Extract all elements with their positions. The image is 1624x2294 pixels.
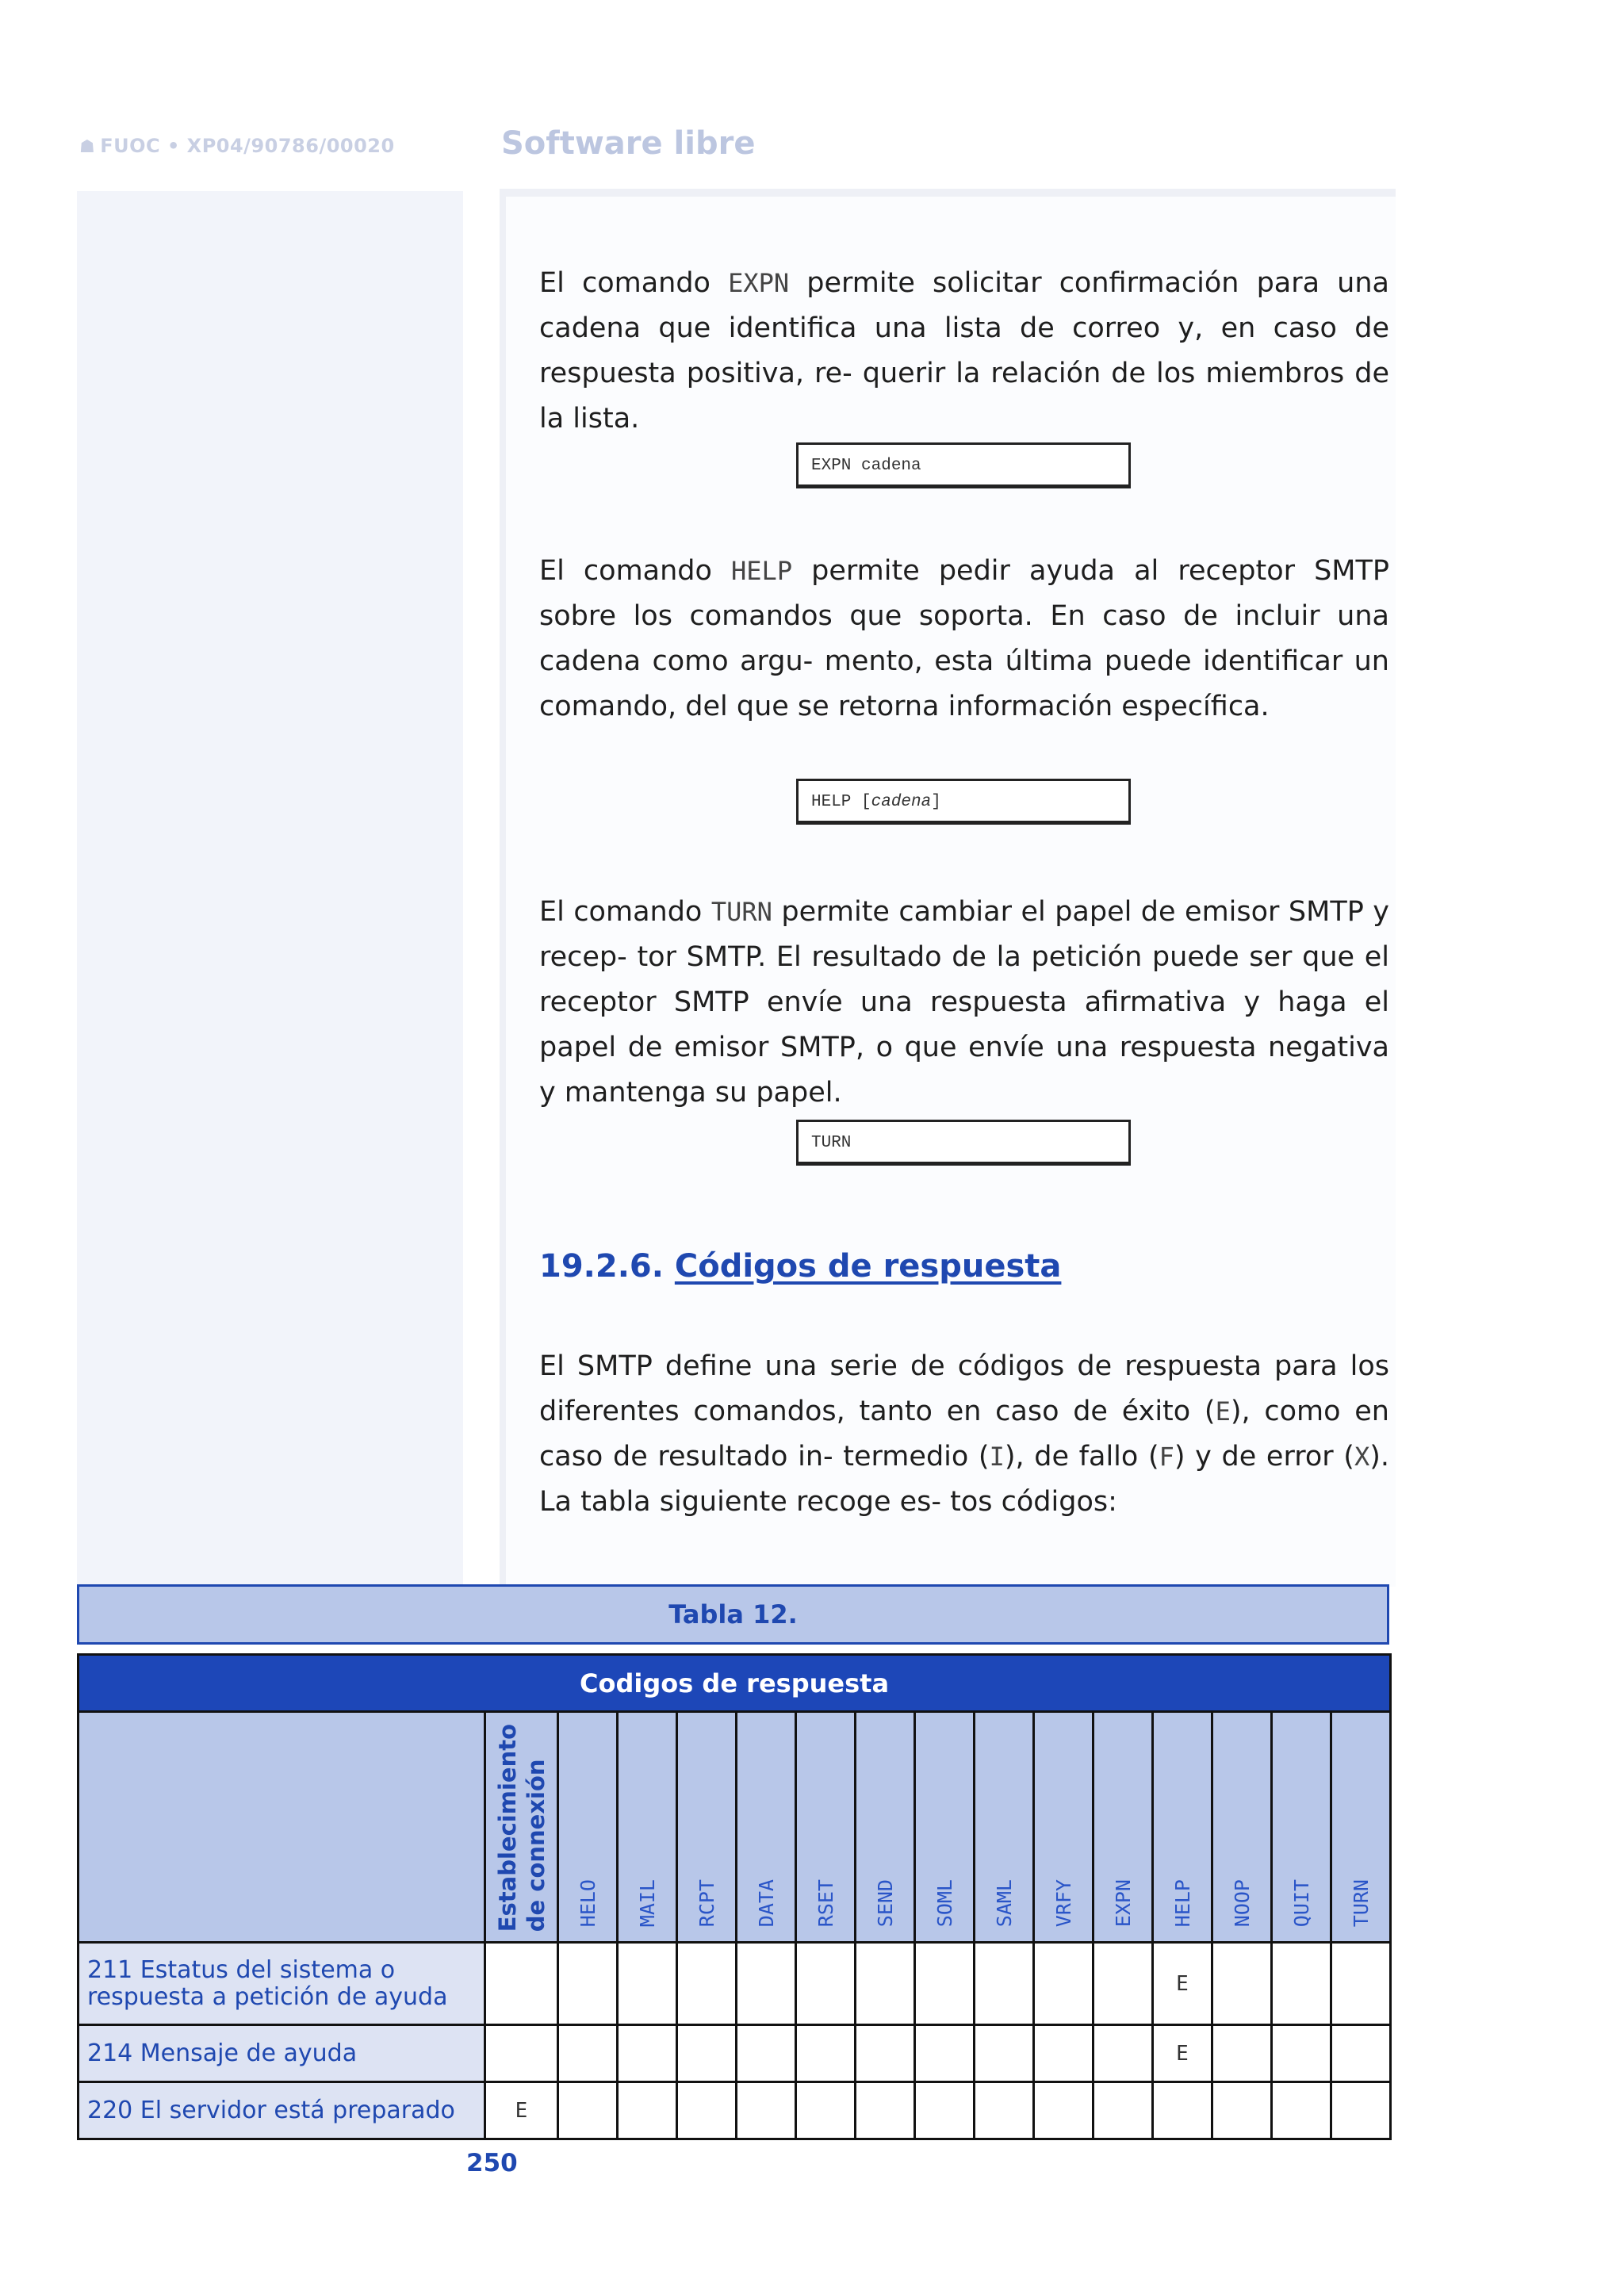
header-command-label: MAIL bbox=[635, 1879, 659, 1928]
inline-code: EXPN bbox=[728, 268, 790, 298]
table-cell bbox=[796, 2025, 856, 2082]
table-cell bbox=[558, 2082, 618, 2139]
header-establecimiento-text bbox=[493, 1713, 550, 1938]
table-title: Codigos de respuesta bbox=[79, 1655, 1391, 1712]
text: permite pedir ayuda al receptor SMTP sobre los comandos que soporta. En caso de incluir una cadena como argu- mento, esta última puede identificar un comando, del que se retorna información específica. bbox=[539, 555, 1389, 722]
table-caption: Tabla 12. bbox=[77, 1584, 1389, 1645]
inline-code: E bbox=[1215, 1396, 1231, 1427]
text: El comando bbox=[539, 896, 711, 928]
paragraph-turn bbox=[539, 890, 1389, 1116]
table-cell: E bbox=[1153, 2025, 1212, 2082]
header-command-expn bbox=[1094, 1712, 1153, 1943]
table-cell bbox=[1331, 2025, 1391, 2082]
table-cell bbox=[1094, 1943, 1153, 2025]
table-cell bbox=[1094, 2025, 1153, 2082]
header-command-label: RSET bbox=[814, 1879, 837, 1928]
response-codes-table bbox=[77, 1653, 1392, 2140]
table-cell bbox=[1153, 2082, 1212, 2139]
header-command-quit bbox=[1272, 1712, 1331, 1943]
inline-code: TURN bbox=[710, 897, 772, 927]
table-cell bbox=[1034, 2025, 1094, 2082]
text: El comando bbox=[539, 267, 729, 299]
row-label: 220 El servidor está preparado bbox=[79, 2082, 485, 2139]
table-cell bbox=[975, 2025, 1034, 2082]
header-command-label: HELP bbox=[1170, 1879, 1194, 1928]
table-row bbox=[79, 1943, 1391, 2025]
section-heading bbox=[539, 1248, 1061, 1285]
header-command-send bbox=[856, 1712, 915, 1943]
text: ), de fallo ( bbox=[1004, 1441, 1159, 1473]
header-command-rcpt bbox=[677, 1712, 737, 1943]
code-box-turn bbox=[796, 1120, 1131, 1166]
header-command-label: SOML bbox=[933, 1879, 956, 1928]
code-argument: cadena bbox=[871, 793, 932, 811]
table-cell bbox=[485, 2025, 558, 2082]
table-cell bbox=[677, 1943, 737, 2025]
code-text: EXPN cadena bbox=[811, 457, 921, 475]
table-cell bbox=[618, 2025, 677, 2082]
table-cell bbox=[1272, 2025, 1331, 2082]
header-establecimiento bbox=[485, 1712, 558, 1943]
table-cell bbox=[856, 2025, 915, 2082]
table-cell bbox=[737, 1943, 796, 2025]
table-cell bbox=[1212, 2082, 1272, 2139]
fuoc-logo-icon: ☗ bbox=[79, 137, 96, 157]
table-cell bbox=[1272, 2082, 1331, 2139]
table-cell bbox=[1272, 1943, 1331, 2025]
code-box-expn bbox=[796, 442, 1131, 488]
table-cell bbox=[558, 2025, 618, 2082]
table-cell bbox=[796, 2082, 856, 2139]
table-cell bbox=[975, 1943, 1034, 2025]
header-command-noop bbox=[1212, 1712, 1272, 1943]
code-text: ] bbox=[931, 793, 941, 811]
header-command-data bbox=[737, 1712, 796, 1943]
table-cell bbox=[915, 2025, 975, 2082]
header-reference: FUOC • XP04/90786/00020 bbox=[100, 135, 395, 157]
code-text: TURN bbox=[811, 1134, 852, 1152]
code-text: HELP [ bbox=[811, 793, 871, 811]
header-publisher bbox=[79, 135, 395, 157]
table-cell bbox=[1034, 2082, 1094, 2139]
paragraph-help bbox=[539, 549, 1389, 730]
header-command-label: NOOP bbox=[1230, 1879, 1254, 1928]
table-title-row bbox=[79, 1655, 1391, 1712]
table-cell bbox=[1212, 1943, 1272, 2025]
text: ). La tabla siguiente recoge es- tos códigos: bbox=[539, 1441, 1389, 1518]
page-number: 250 bbox=[466, 2149, 518, 2177]
inline-code: F bbox=[1159, 1442, 1174, 1472]
table-row bbox=[79, 2025, 1391, 2082]
header-command-label: DATA bbox=[754, 1879, 778, 1928]
paragraph-expn bbox=[539, 261, 1389, 442]
row-label: 211 Estatus del sistema o respuesta a petición de ayuda bbox=[79, 1943, 485, 2025]
header-command-saml bbox=[975, 1712, 1034, 1943]
header-command-label: SEND bbox=[873, 1879, 897, 1928]
text: permite cambiar el papel de emisor SMTP y recep- tor SMTP. El resultado de la petición puede ser que el receptor SMTP envíe una respuesta afirmativa y haga el papel de emisor SMTP, o que envíe una respuesta negativa y mantenga su papel. bbox=[539, 896, 1389, 1109]
header-command-label: SAML bbox=[992, 1879, 1016, 1928]
header-command-label: VRFY bbox=[1051, 1879, 1075, 1928]
table-cell bbox=[856, 1943, 915, 2025]
header-command-vrfy bbox=[1034, 1712, 1094, 1943]
table-cell bbox=[856, 2082, 915, 2139]
table-cell: E bbox=[1153, 1943, 1212, 2025]
table-cell bbox=[677, 2025, 737, 2082]
table-cell bbox=[485, 1943, 558, 2025]
table-cell bbox=[677, 2082, 737, 2139]
text: ) y de error ( bbox=[1174, 1441, 1354, 1473]
header-command-label: EXPN bbox=[1111, 1879, 1135, 1928]
table-cell bbox=[737, 2082, 796, 2139]
inline-code: HELP bbox=[731, 556, 793, 586]
text: El comando bbox=[539, 555, 732, 587]
header-line: Establecimiento bbox=[493, 1724, 521, 1932]
table-cell bbox=[618, 1943, 677, 2025]
table-cell bbox=[915, 2082, 975, 2139]
header-command-label: TURN bbox=[1349, 1879, 1373, 1928]
header-command-label: HELO bbox=[576, 1879, 599, 1928]
table-cell bbox=[1331, 2082, 1391, 2139]
inline-code: I bbox=[989, 1442, 1005, 1472]
table-cell bbox=[558, 1943, 618, 2025]
row-label: 214 Mensaje de ayuda bbox=[79, 2025, 485, 2082]
table-cell bbox=[618, 2082, 677, 2139]
header-command-turn bbox=[1331, 1712, 1391, 1943]
table-cell: E bbox=[485, 2082, 558, 2139]
header-command-label: QUIT bbox=[1289, 1879, 1313, 1928]
inline-code: X bbox=[1354, 1442, 1370, 1472]
table-cell bbox=[1331, 1943, 1391, 2025]
table-body bbox=[79, 1943, 1391, 2139]
table-header-row bbox=[79, 1712, 1391, 1943]
table-cell bbox=[737, 2025, 796, 2082]
text: ), como en caso de resultado in- termedio ( bbox=[539, 1396, 1389, 1473]
code-box-help bbox=[796, 779, 1131, 825]
table-cell bbox=[915, 1943, 975, 2025]
header-title: Software libre bbox=[501, 125, 756, 162]
section-title: Códigos de respuesta bbox=[674, 1248, 1062, 1285]
header-command-mail bbox=[618, 1712, 677, 1943]
table-cell bbox=[1034, 1943, 1094, 2025]
table-cell bbox=[1094, 2082, 1153, 2139]
text: El SMTP define una serie de códigos de respuesta para los diferentes comandos, tanto en caso de éxito ( bbox=[539, 1350, 1389, 1427]
header-command-label: RCPT bbox=[695, 1879, 718, 1928]
table-row bbox=[79, 2082, 1391, 2139]
header-command-help bbox=[1153, 1712, 1212, 1943]
header-command-helo bbox=[558, 1712, 618, 1943]
row-label-header bbox=[79, 1712, 485, 1943]
text: permite solicitar confirmación para una cadena que identifica una lista de correo y, en caso de respuesta positiva, re- querir la relación de los miembros de la lista. bbox=[539, 267, 1389, 435]
header-line: de connexión bbox=[522, 1759, 550, 1932]
table-cell bbox=[975, 2082, 1034, 2139]
paragraph-codes bbox=[539, 1344, 1389, 1525]
header-command-soml bbox=[915, 1712, 975, 1943]
table-cell bbox=[1212, 2025, 1272, 2082]
section-number: 19.2.6. bbox=[539, 1248, 664, 1285]
margin-column bbox=[77, 191, 463, 1587]
header-command-rset bbox=[796, 1712, 856, 1943]
table-cell bbox=[796, 1943, 856, 2025]
